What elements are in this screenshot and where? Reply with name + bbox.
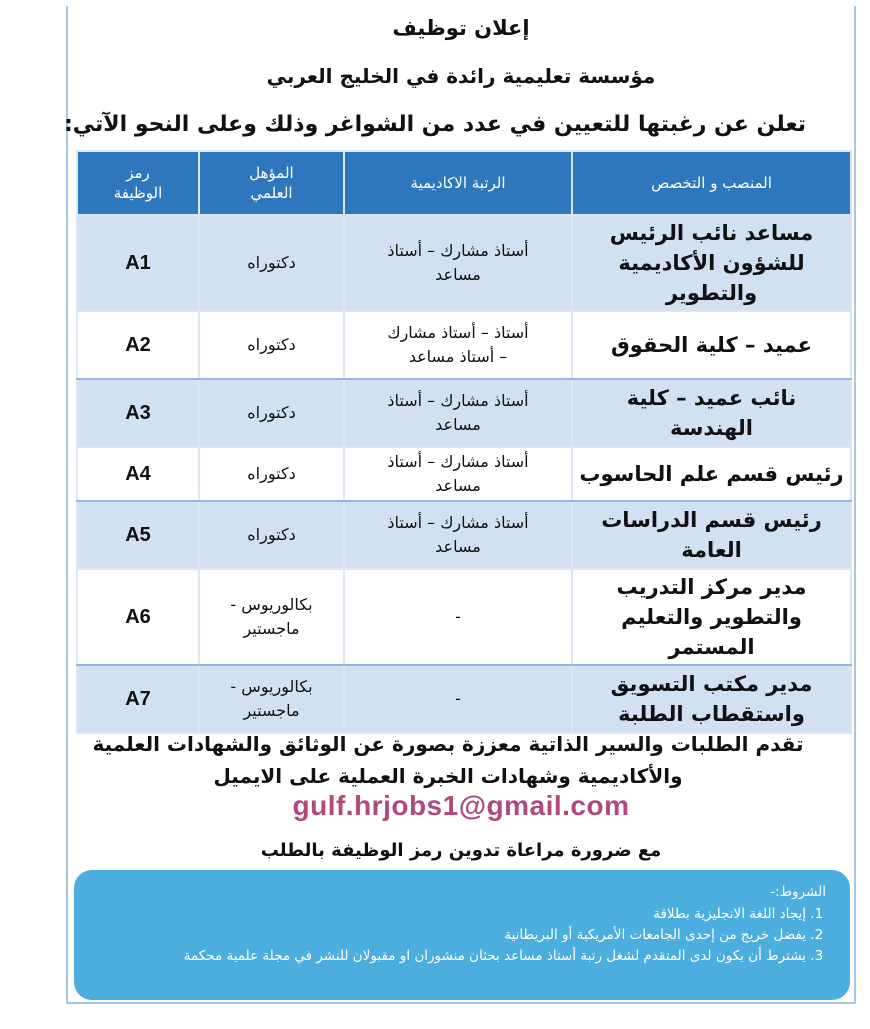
table-row	[77, 215, 851, 311]
job-advertisement	[63, 6, 856, 1004]
ad-intro: تعلن عن رغبتها للتعيين في عدد من الشواغر وذلك وعلى النحو الآتي:	[63, 112, 806, 137]
header-qualification: المؤهل العلمي	[199, 151, 344, 215]
position-cell: عميد – كلية الحقوق	[572, 311, 851, 379]
job-code-cell: A3	[77, 379, 199, 447]
rank-cell: أستاذ مشارك – أستاذ مساعد	[344, 379, 572, 447]
table-row	[77, 665, 851, 733]
header-rank: الرتبة الاكاديمية	[344, 151, 572, 215]
condition-item: 1. إيجاد اللغة الانجليزية بطلاقة	[94, 904, 806, 925]
position-cell: مدير مكتب التسويق واستقطاب الطلبة	[572, 665, 851, 733]
vacancies-table	[76, 150, 852, 734]
header-position: المنصب و التخصص	[572, 151, 851, 215]
position-cell: مساعد نائب الرئيس للشؤون الأكاديمية والتطوير	[572, 215, 851, 311]
instructions-line-2: والأكاديمية وشهادات الخبرة العملية على الايميل	[213, 764, 683, 788]
condition-item: 3. يشترط أن يكون لدى المتقدم لشغل رتبة أستاذ مساعد بحثان منشوران او مقبولان للنشر في مجلة علمية محكمة	[94, 946, 806, 967]
position-cell: رئيس قسم الدراسات العامة	[572, 501, 851, 569]
header-code: رمز الوظيفة	[77, 151, 199, 215]
job-code-cell: A6	[77, 569, 199, 665]
table-header-row	[77, 151, 851, 215]
rank-cell: أستاذ مشارك – أستاذ مساعد	[344, 215, 572, 311]
qualification-cell: دكتوراه	[199, 447, 344, 501]
rank-cell: -	[344, 569, 572, 665]
qualification-cell: بكالوريوس - ماجستير	[199, 569, 344, 665]
job-code-cell: A2	[77, 311, 199, 379]
rank-cell: أستاذ مشارك – أستاذ مساعد	[344, 501, 572, 569]
job-code-cell: A7	[77, 665, 199, 733]
qualification-cell: بكالوريوس - ماجستير	[199, 665, 344, 733]
rank-cell: -	[344, 665, 572, 733]
job-code-cell: A5	[77, 501, 199, 569]
rank-cell: أستاذ مشارك – أستاذ مساعد	[344, 447, 572, 501]
instructions-line-1: تقدم الطلبات والسير الذاتية معززة بصورة عن الوثائق والشهادات العلمية	[92, 732, 804, 756]
qualification-cell: دكتوراه	[199, 311, 344, 379]
contact-email[interactable]: gulf.hrjobs1@gmail.com	[292, 790, 630, 821]
rank-cell: أستاذ – أستاذ مشارك – أستاذ مساعد	[344, 311, 572, 379]
qualification-cell: دكتوراه	[199, 215, 344, 311]
table-row	[77, 311, 851, 379]
table-row	[77, 501, 851, 569]
position-cell: رئيس قسم علم الحاسوب	[572, 447, 851, 501]
qualification-cell: دكتوراه	[199, 379, 344, 447]
table-row	[77, 379, 851, 447]
job-code-note: مع ضرورة مراعاة تدوين رمز الوظيفة بالطلب	[260, 840, 662, 861]
conditions-title: الشروط:-	[770, 884, 826, 900]
table-row	[77, 447, 851, 501]
table-row	[77, 569, 851, 665]
position-cell: مدير مركز التدريب والتطوير والتعليم المستمر	[572, 569, 851, 665]
job-code-cell: A1	[77, 215, 199, 311]
ad-subtitle: مؤسسة تعليمية رائدة في الخليج العربي	[266, 64, 656, 88]
application-instructions	[68, 728, 828, 792]
qualification-cell: دكتوراه	[199, 501, 344, 569]
conditions-list	[94, 904, 830, 967]
conditions-box	[74, 870, 850, 1000]
position-cell: نائب عميد – كلية الهندسة	[572, 379, 851, 447]
job-code-cell: A4	[77, 447, 199, 501]
ad-title: إعلان توظيف	[392, 16, 530, 40]
condition-item: 2. يفضل خريج من إحدى الجامعات الأمريكية أو البريطانية	[94, 925, 806, 946]
